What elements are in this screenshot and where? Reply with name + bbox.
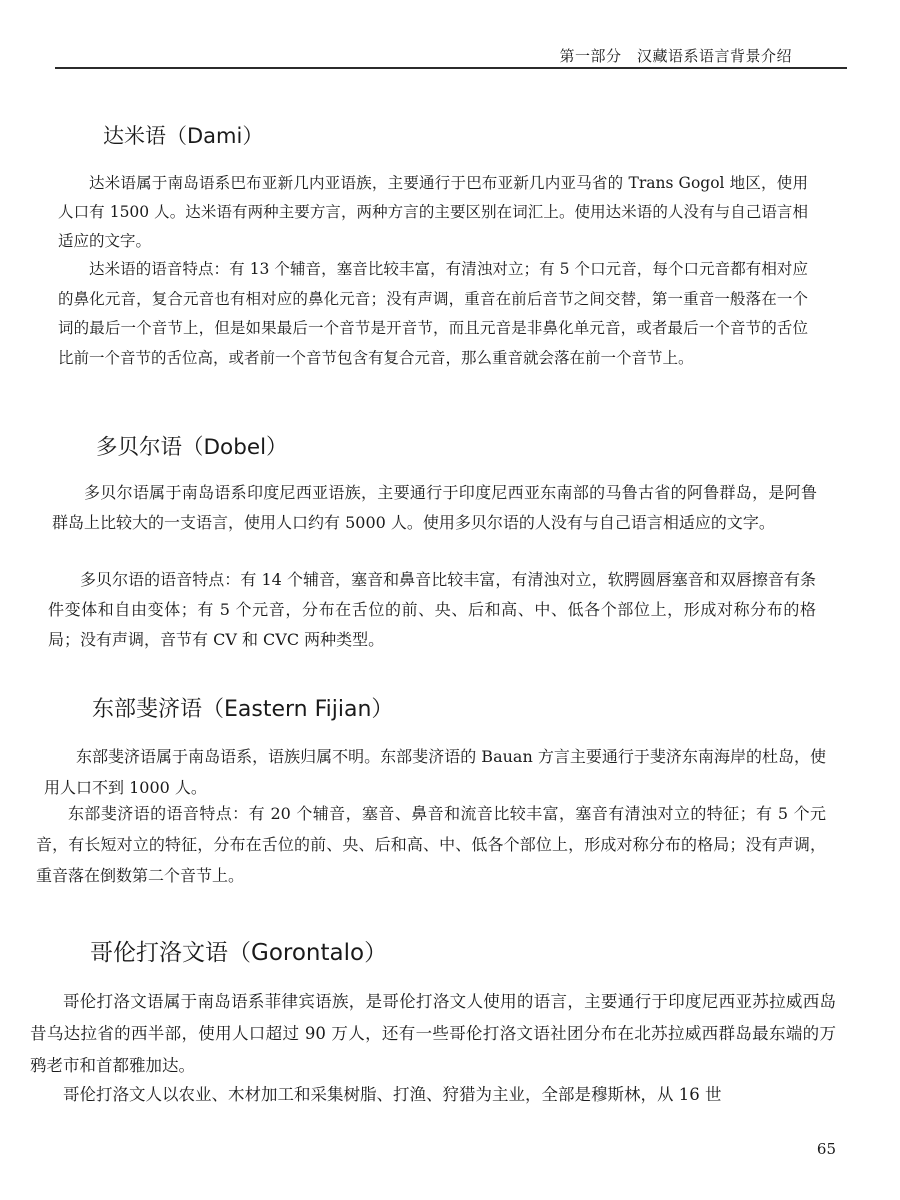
paragraph: 东部斐济语的语音特点：有 20 个辅音，塞音、鼻音和流音比较丰富，塞音有清浊对立的特征；有 5 个元音，有长短对立的特征，分布在舌位的前、央、后和高、中、低各个部位上，形成对称分布的格局；没有声调，重音落在倒数第二个音节上。 [36, 804, 826, 885]
header-rule [55, 67, 847, 69]
section-title: 达米语（Dami） [103, 124, 264, 148]
section-title: 哥伦打洛文语（Gorontalo） [90, 940, 388, 966]
page-number: 65 [816, 1140, 836, 1158]
paragraph: 哥伦打洛文语属于南岛语系菲律宾语族，是哥伦打洛文人使用的语言，主要通行于印度尼西亚苏拉威西岛昔乌达拉省的西半部，使用人口超过 90 万人，还有一些哥伦打洛文语社团分布在北苏拉威西群岛最东端的万鸦老市和首都雅加达。 [30, 992, 836, 1075]
paragraph: 达米语的语音特点：有 13 个辅音，塞音比较丰富，有清浊对立；有 5 个口元音，每个口元音都有相对应的鼻化元音，复合元音也有相对应的鼻化元音；没有声调，重音在前后音节之间交替，第一重音一般落在一个词的最后一个音节上，但是如果最后一个音节是开音节，而且元音是非鼻化单元音，或者最后一个音节的舌位比前一个音节的舌位高，或者前一个音节包含有复合元音，那么重音就会落在前一个音节上。 [58, 260, 808, 367]
paragraph: 达米语属于南岛语系巴布亚新几内亚语族，主要通行于巴布亚新几内亚马省的 Trans Gogol 地区，使用人口有 1500 人。达米语有两种主要方言，两种方言的主要区别在词汇上。使用达米语的人没有与自己语言相适应的文字。 [58, 174, 808, 250]
section-title: 多贝尔语（Dobel） [96, 435, 288, 460]
paragraph: 东部斐济语属于南岛语系，语族归属不明。东部斐济语的 Bauan 方言主要通行于斐济东南海岸的杜岛，使用人口不到 1000 人。 [44, 747, 826, 797]
paragraph: 多贝尔语的语音特点：有 14 个辅音，塞音和鼻音比较丰富，有清浊对立，软腭圆唇塞音和双唇擦音有条件变体和自由变体；有 5 个元音，分布在舌位的前、央、后和高、中、低各个部位上，形成对称分布的格局；没有声调，音节有 CV 和 CVC 两种类型。 [48, 570, 816, 649]
paragraph: 哥伦打洛文人以农业、木材加工和采集树脂、打渔、狩猎为主业，全部是穆斯林，从 16 世 [63, 1085, 722, 1104]
running-header: 第一部分 汉藏语系语言背景介绍 [559, 47, 792, 65]
section-title: 东部斐济语（Eastern Fijian） [92, 697, 394, 722]
paragraph: 多贝尔语属于南岛语系印度尼西亚语族，主要通行于印度尼西亚东南部的马鲁古省的阿鲁群岛，是阿鲁群岛上比较大的一支语言，使用人口约有 5000 人。使用多贝尔语的人没有与自己语言相适应的文字。 [52, 483, 817, 532]
